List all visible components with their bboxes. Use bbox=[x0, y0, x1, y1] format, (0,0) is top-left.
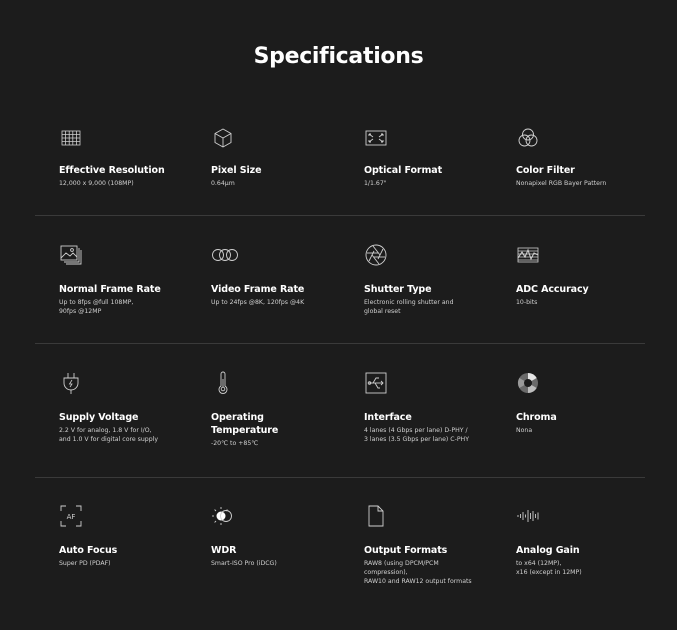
waveform-chart-icon bbox=[516, 243, 540, 267]
spec-item-wdr bbox=[187, 500, 337, 630]
spec-row bbox=[35, 500, 645, 630]
spec-item-normal-frame-rate bbox=[35, 239, 185, 369]
spec-value: 2.2 V for analog, 1.8 V for I/O, and 1.0 V for digital core supply bbox=[59, 427, 159, 444]
spec-label: Analog Gain bbox=[516, 545, 580, 556]
thermometer-icon bbox=[211, 371, 235, 395]
spec-label: Interface bbox=[364, 412, 412, 423]
spec-item-video-frame-rate bbox=[187, 239, 337, 369]
spec-item-output-formats bbox=[340, 500, 490, 630]
spec-label: Pixel Size bbox=[211, 165, 262, 176]
spec-item-color-filter bbox=[492, 120, 642, 250]
spec-label: Auto Focus bbox=[59, 545, 118, 556]
spec-label: Optical Format bbox=[364, 165, 443, 176]
color-circles-icon bbox=[516, 126, 540, 150]
spec-value: Electronic rolling shutter and global reset bbox=[364, 299, 454, 316]
triple-circles-icon bbox=[211, 243, 239, 267]
spec-row bbox=[35, 120, 645, 250]
spec-label: Supply Voltage bbox=[59, 412, 139, 423]
interface-usb-icon bbox=[364, 371, 388, 395]
spec-value: 12,000 x 9,000 (108MP) bbox=[59, 180, 134, 187]
spec-value: to x64 (12MP), x16 (except in 12MP) bbox=[516, 560, 582, 577]
spec-value: 1/1.67" bbox=[364, 180, 387, 187]
spec-value: -20℃ to +85℃ bbox=[211, 440, 259, 447]
spec-item-analog-gain bbox=[492, 500, 642, 630]
autofocus-icon bbox=[59, 504, 83, 528]
spec-item-pixel-size bbox=[187, 120, 337, 250]
spec-row bbox=[35, 239, 645, 369]
spec-label: Operating Temperature bbox=[211, 412, 279, 436]
photo-stack-icon bbox=[59, 243, 83, 267]
spec-value: Nonapixel RGB Bayer Pattern bbox=[516, 180, 607, 187]
aperture-icon bbox=[364, 243, 388, 267]
row-divider bbox=[35, 215, 645, 216]
chroma-wheel-icon bbox=[516, 371, 540, 395]
spec-value: 10-bits bbox=[516, 299, 538, 306]
spec-value: 4 lanes (4 Gbps per lane) D-PHY / 3 lanes (3.5 Gbps per lane) C-PHY bbox=[364, 427, 469, 444]
spec-value: Super PD (PDAF) bbox=[59, 560, 111, 567]
document-icon bbox=[364, 504, 388, 528]
spec-value: RAW8 (using DPCM/PCM compression), RAW10 and RAW12 output formats bbox=[364, 560, 472, 586]
row-divider bbox=[35, 477, 645, 478]
analog-gain-bars-icon bbox=[516, 504, 540, 528]
cube-icon bbox=[211, 126, 235, 150]
spec-item-shutter-type bbox=[340, 239, 490, 369]
spec-label: ADC Accuracy bbox=[516, 284, 589, 295]
autofocus-icon-text: AF bbox=[66, 513, 76, 521]
spec-item-effective-resolution bbox=[35, 120, 185, 250]
spec-item-optical-format bbox=[340, 120, 490, 250]
spec-item-adc-accuracy bbox=[492, 239, 642, 369]
spec-value: Smart-ISO Pro (iDCG) bbox=[211, 560, 277, 567]
row-divider bbox=[35, 343, 645, 344]
spec-value: Up to 24fps @8K, 120fps @4K bbox=[211, 299, 305, 306]
spec-value: Up to 8fps @full 108MP, 90fps @12MP bbox=[59, 299, 134, 316]
spec-label: Shutter Type bbox=[364, 284, 432, 295]
spec-item-auto-focus bbox=[35, 500, 185, 630]
spec-label: Video Frame Rate bbox=[211, 284, 305, 295]
spec-value: Nona bbox=[516, 427, 533, 434]
power-plug-icon bbox=[59, 371, 83, 395]
spec-label: Output Formats bbox=[364, 545, 448, 556]
pixel-grid-icon bbox=[59, 126, 83, 150]
spec-label: WDR bbox=[211, 545, 237, 556]
spec-label: Effective Resolution bbox=[59, 165, 165, 176]
spec-label: Chroma bbox=[516, 412, 557, 423]
wdr-sun-icon bbox=[211, 504, 235, 528]
spec-label: Color Filter bbox=[516, 165, 575, 176]
expand-arrows-icon bbox=[364, 126, 388, 150]
page-title: Specifications bbox=[253, 44, 424, 69]
spec-value: 0.64μm bbox=[211, 180, 235, 187]
spec-label: Normal Frame Rate bbox=[59, 284, 161, 295]
